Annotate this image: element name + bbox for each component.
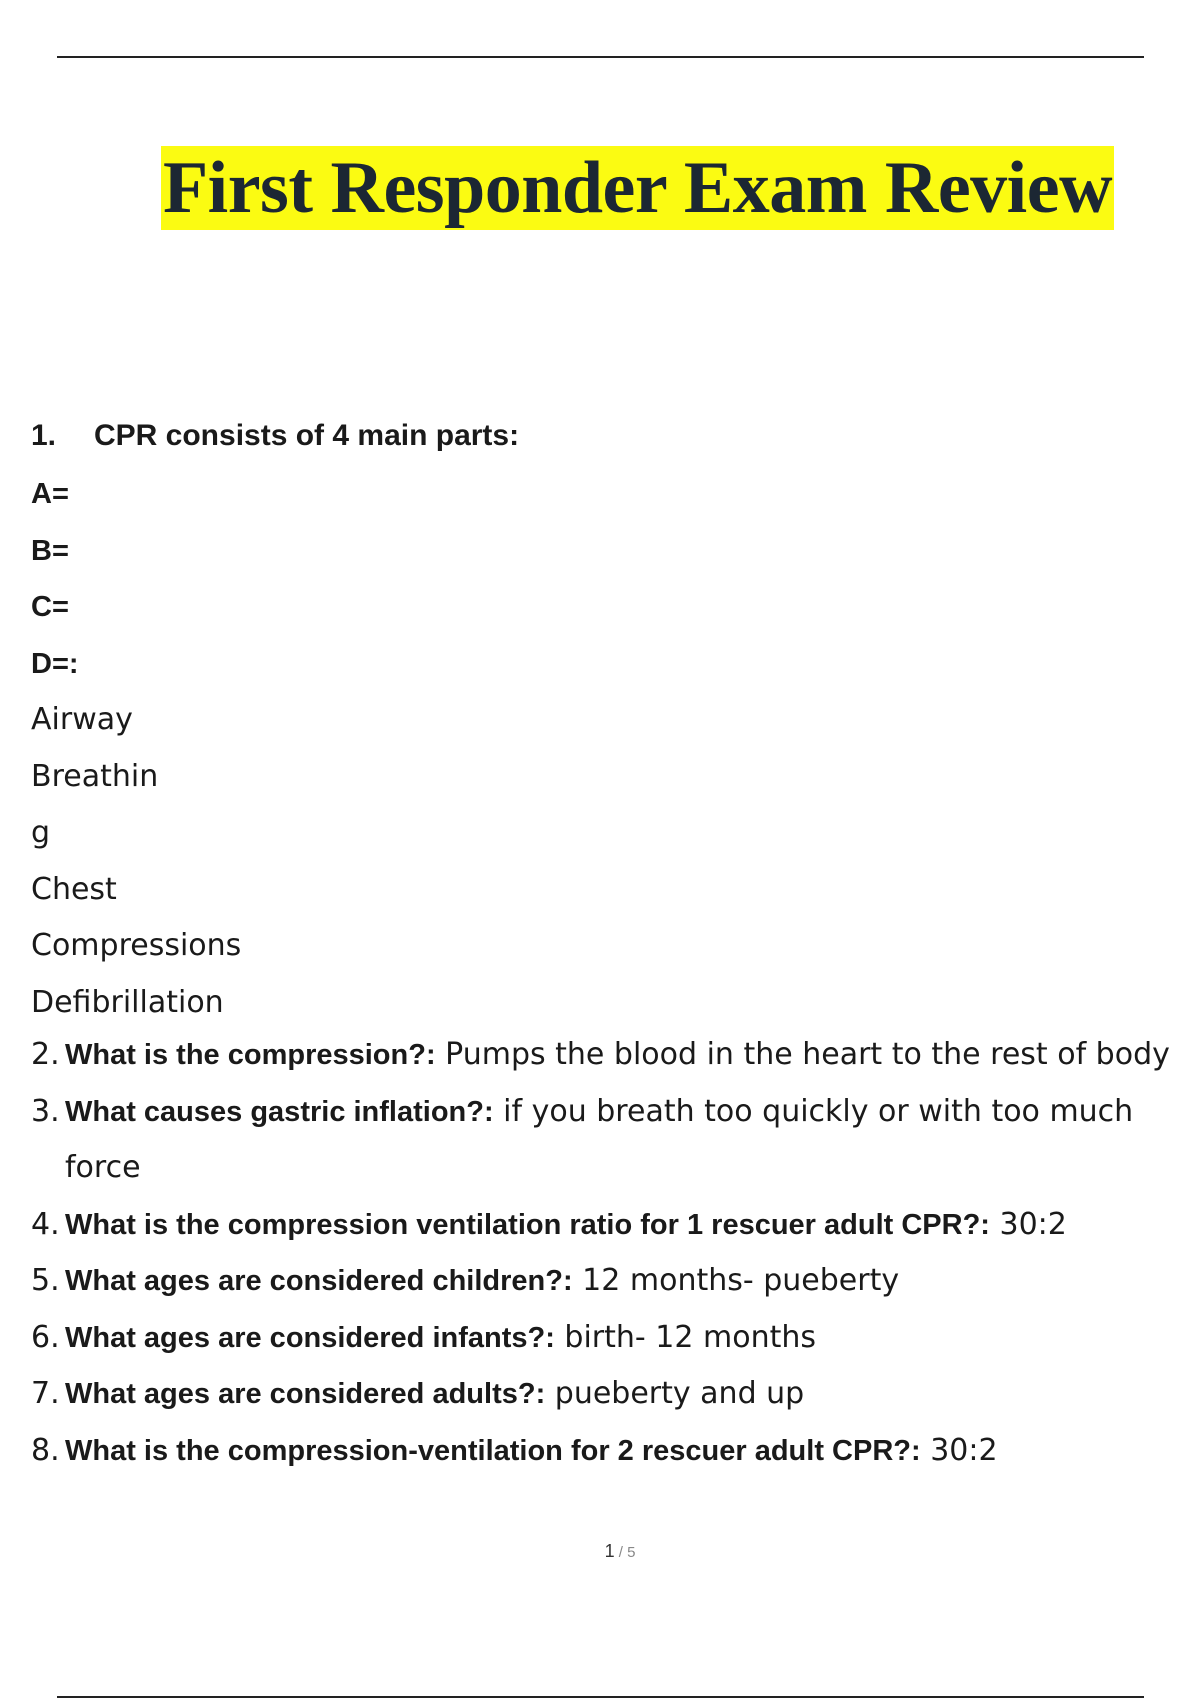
list-item: A= [31,478,69,510]
list-item: C= [31,591,69,623]
answer-line: Chest [31,871,117,907]
qa-answer: birth- 12 months [554,1319,816,1355]
qa-answer: pueberty and up [545,1376,805,1411]
qa-answer: Pumps the blood in the heart to the rest of body [435,1037,1170,1072]
qa-item [31,1423,1181,1480]
qa-item [31,1253,1181,1310]
qa-question: What is the compression ventilation ratio for 1 rescuer adult CPR?: [65,1208,990,1241]
title-block [0,146,1200,230]
question-number: 1. [31,419,57,452]
list-item: B= [31,534,69,567]
answer-line: Airway [31,702,133,737]
qa-item [31,1366,1181,1423]
answer-line: g [31,815,51,850]
qa-question: What is the compression?: [65,1039,436,1071]
qa-item [31,1084,1181,1197]
qa-number: 6. [31,1319,60,1355]
question-text: CPR consists of 4 main parts: [94,419,520,452]
question-1-content [31,466,241,1031]
qa-number: 8. [31,1432,60,1468]
qa-item [31,1197,1181,1254]
answer-line: Defibrillation [31,984,224,1020]
qa-question: What ages are considered adults?: [65,1378,546,1410]
qa-answer: 30:2 [920,1432,998,1468]
page-indicator [0,1541,1200,1562]
question-1 [31,414,519,458]
qa-item [31,1310,1181,1367]
answer-line: Breathin [31,758,159,794]
qa-question: What is the compression-ventilation for 2 rescuer adult CPR?: [65,1434,921,1467]
page-separator: / [614,1544,628,1561]
qa-number: 3. [31,1093,60,1129]
page-title: First Responder Exam Review [162,147,1113,229]
qa-list [31,1027,1181,1479]
qa-answer: 12 months- pueberty [572,1263,900,1298]
answer-line: Compressions [31,928,242,963]
qa-question: What ages are considered infants?: [65,1321,555,1354]
qa-number: 4. [31,1206,60,1242]
page-current: 1 [604,1541,615,1561]
qa-item [31,1027,1181,1084]
qa-question: What ages are considered children?: [65,1265,573,1297]
list-item: D=: [31,647,79,680]
qa-question: What causes gastric inflation?: [65,1095,494,1128]
qa-answer: 30:2 [989,1206,1067,1242]
qa-number: 5. [31,1263,60,1298]
qa-answer: if you breath too quickly or with too much force [65,1093,1134,1185]
qa-number: 2. [31,1037,60,1072]
qa-number: 7. [31,1376,60,1411]
page-total: 5 [627,1544,636,1561]
bottom-rule [57,1696,1144,1698]
top-rule [57,56,1144,58]
